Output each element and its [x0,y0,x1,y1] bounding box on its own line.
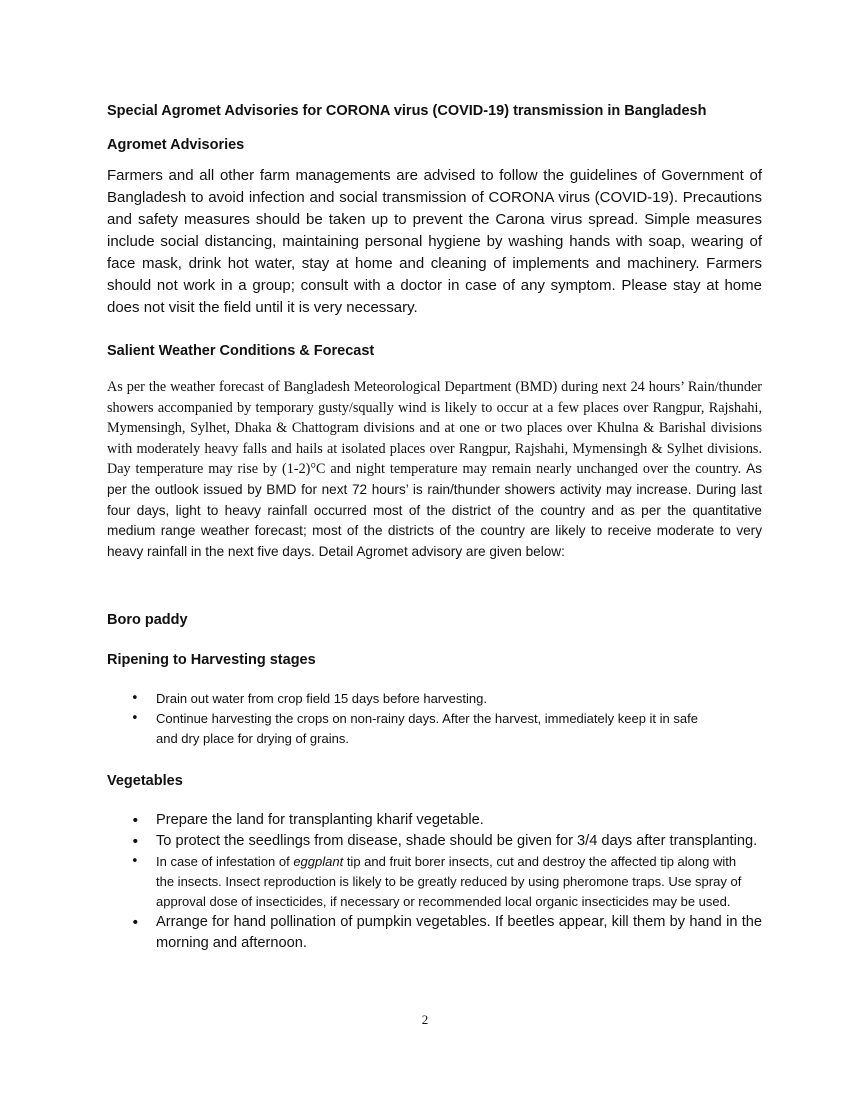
vegetables-heading: Vegetables [107,773,183,789]
advisories-heading: Agromet Advisories [107,137,245,153]
boro-list [107,689,762,749]
eggplant-term: eggplant [293,854,344,869]
list-item: • Prepare the land for transplanting kharif vegetable. [107,810,762,831]
list-item: • To protect the seedlings from disease, shade should be given for 3/4 days after transplanting. [107,831,762,852]
boro-subheading: Ripening to Harvesting stages [107,652,316,668]
list-item: • Arrange for hand pollination of pumpkin vegetables. If beetles appear, kill them by hand in the morning and afternoon. [107,912,762,954]
list-item: • In case of infestation of eggplant tip and fruit borer insects, cut and destroy the affected tip along with the insects. Insect reproduction is likely to be greatly reduced by using pheromone traps. Use spray of approval dose of insecticides, if necessary or recommended local organic insecticides may be used. [107,852,762,912]
weather-text-serif: As per the weather forecast of Bangladesh Meteorological Department (BMD) during next 24 hours’ Rain/thunder showers accompanied by temporary gusty/squally wind is likely to occur at a few places over Rangpur, Rajshahi, Mymensingh, Sylhet, Dhaka & Chattogram divisions and at one or two places over Khulna & Barishal divisions with moderately heavy falls and hails at isolated places over Rangpur, Rajshahi, Mymensingh & Sylhet divisions. Day temperature may rise by (1-2)°C and night temperature may remain nearly unchanged over the country. [107,379,762,478]
list-item: • Drain out water from crop field 15 days before harvesting. [107,689,762,709]
weather-heading: Salient Weather Conditions & Forecast [107,343,375,359]
list-item: • Continue harvesting the crops on non-rainy days. After the harvest, immediately keep it in safe and dry place for drying of grains. [107,709,762,749]
page-number: 2 [421,1012,429,1027]
weather-text-sans: As per the outlook issued by BMD for next 72 hours’ is rain/thunder showers activity may increase. During last four days, light to heavy rainfall occurred most of the district of the country and as per the quantitative medium range weather forecast; most of the districts of the country are likely to receive moderate to very heavy rainfall in the next five days. Detail Agromet advisory are given below: [107,461,763,559]
weather-paragraph [107,377,762,562]
boro-heading: Boro paddy [107,612,188,628]
vegetables-list [107,810,762,954]
advisories-paragraph: Farmers and all other farm managements are advised to follow the guidelines of Government of Bangladesh to avoid infection and social transmission of CORONA virus (COVID-19). Precautions and safety measures should be taken up to prevent the Carona virus spread. Simple measures include social distancing, maintaining personal hygiene by washing hands with soap, wearing of face mask, drink hot water, stay at home and cleaning of implements and machinery. Farmers should not work in a group; consult with a doctor in case of any symptom. Please stay at home does not visit the field until it is very necessary. [107,167,762,316]
document-title: Special Agromet Advisories for CORONA virus (COVID-19) transmission in Bangladesh [107,103,707,119]
